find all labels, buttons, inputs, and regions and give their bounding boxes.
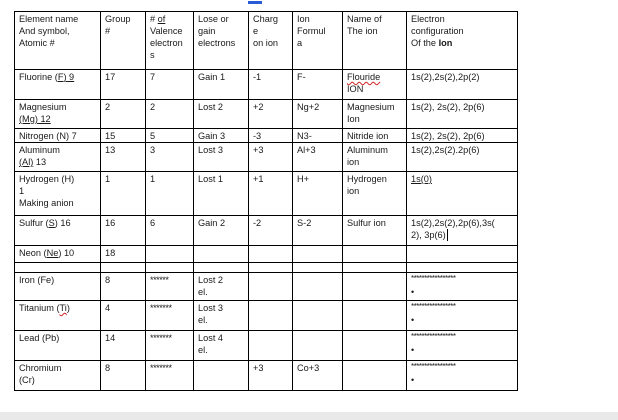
- cell-text: (Al): [19, 157, 34, 167]
- cell-empty: [343, 263, 407, 273]
- ions-table: [14, 11, 518, 391]
- cell-text: el.: [198, 315, 208, 325]
- cell-config: 1s(2),2s(2).2p(6): [407, 143, 518, 172]
- header-text: Electron: [411, 14, 445, 24]
- cell-valence: *******: [146, 331, 194, 361]
- header-charge: [249, 12, 293, 70]
- header-text: [150, 13, 189, 25]
- cell-empty: [146, 246, 194, 263]
- header-text: a: [297, 38, 303, 48]
- cell-element: [15, 246, 101, 263]
- header-text: of: [157, 14, 166, 24]
- cell-change: Gain 2: [194, 216, 249, 246]
- cell-empty: [249, 246, 293, 263]
- cell-element: Lead (Pb): [15, 331, 101, 361]
- cell-text: Magnesium: [347, 102, 395, 112]
- cell-text: Hydrogen: [347, 174, 387, 184]
- cell-ion-name: [343, 143, 407, 172]
- cell-valence: 5: [146, 129, 194, 143]
- cell-charge: +3: [249, 361, 293, 391]
- cell-text: *****************: [411, 332, 456, 341]
- header-text: Atomic #: [19, 38, 55, 48]
- cell-group: 15: [101, 129, 146, 143]
- header-text: [411, 37, 513, 49]
- cell-group: 8: [101, 361, 146, 391]
- cell-text: el.: [198, 287, 208, 297]
- cell-config: [407, 172, 518, 216]
- cell-change: [194, 273, 249, 301]
- table-row: [15, 246, 518, 263]
- cell-formula: Ng+2: [293, 100, 343, 129]
- header-text: #: [150, 14, 158, 24]
- cell-element: [15, 70, 101, 100]
- cell-element: [15, 216, 101, 246]
- header-text: Valence: [150, 26, 183, 36]
- cell-text: Flouride: [347, 72, 381, 82]
- header-text: The ion: [347, 26, 378, 36]
- cell-text: Aluminum: [347, 145, 388, 155]
- cell-group: 8: [101, 273, 146, 301]
- cell-valence: 2: [146, 100, 194, 129]
- cell-empty: [343, 361, 407, 391]
- cell-text: ) 9: [63, 72, 75, 82]
- header-lose-gain: [194, 12, 249, 70]
- cell-text: (Cr): [19, 375, 35, 385]
- cell-text: Sulfur (: [19, 218, 49, 228]
- cell-valence: 6: [146, 216, 194, 246]
- cell-empty: [15, 263, 101, 273]
- cell-formula: Co+3: [293, 361, 343, 391]
- cell-empty: [194, 263, 249, 273]
- horizontal-scrollbar[interactable]: [0, 412, 618, 420]
- cell-config: [407, 273, 518, 301]
- header-element: [15, 12, 101, 70]
- cell-formula: N3-: [293, 129, 343, 143]
- table-row: [15, 331, 518, 361]
- cell-group: 17: [101, 70, 146, 100]
- header-ion-name: [343, 12, 407, 70]
- cell-text: 1s(2), 2s(2), 2p(6): [411, 102, 485, 112]
- header-text: gain: [198, 26, 216, 36]
- table-row: [15, 216, 518, 246]
- cell-valence: 3: [146, 143, 194, 172]
- cell-text: Lost 3: [198, 303, 224, 313]
- bullet-icon: •: [411, 345, 415, 355]
- bullet-icon: •: [411, 287, 415, 297]
- cell-empty: [293, 273, 343, 301]
- cell-empty: [249, 331, 293, 361]
- cell-formula: Al+3: [293, 143, 343, 172]
- cell-text: Ne: [46, 248, 59, 258]
- header-text: #: [105, 26, 111, 36]
- cell-charge: -1: [249, 70, 293, 100]
- header-text: configuration: [411, 26, 464, 36]
- table-row: [15, 129, 518, 143]
- cell-text: 1s(2),2s(2),2p(2): [411, 72, 480, 82]
- header-text: Ion: [297, 14, 310, 24]
- header-text: Group: [105, 14, 131, 24]
- cell-change: Lost 1: [194, 172, 249, 216]
- table-row: [15, 143, 518, 172]
- cell-change: Lost 3: [194, 143, 249, 172]
- header-text: Formul: [297, 26, 326, 36]
- table-row: [15, 70, 518, 100]
- cell-element: [15, 361, 101, 391]
- cell-config: 1s(2), 2s(2), 2p(6): [407, 129, 518, 143]
- cell-config: [407, 100, 518, 129]
- header-text: Ion: [438, 38, 453, 48]
- cell-ion-name: [343, 100, 407, 129]
- cell-text: Titanium (: [19, 303, 60, 313]
- header-text: s: [150, 50, 155, 60]
- cell-config: [407, 70, 518, 100]
- cell-change: Lost 2: [194, 100, 249, 129]
- cell-empty: [101, 263, 146, 273]
- cell-empty: [194, 361, 249, 391]
- cell-text: Magnesium: [19, 102, 67, 112]
- cell-ion-name: Nitride ion: [343, 129, 407, 143]
- cell-empty: [293, 246, 343, 263]
- cell-config: [407, 301, 518, 331]
- cell-formula: H+: [293, 172, 343, 216]
- cell-empty: [343, 273, 407, 301]
- cell-text: S: [48, 218, 55, 228]
- cell-valence: *******: [146, 361, 194, 391]
- cell-text: 1s(0): [411, 174, 432, 184]
- cell-group: 16: [101, 216, 146, 246]
- cell-text: Lost 2: [198, 275, 224, 285]
- cell-valence: *******: [146, 301, 194, 331]
- table-row: [15, 273, 518, 301]
- header-text: Charg: [253, 14, 279, 24]
- header-formula: [293, 12, 343, 70]
- cell-ion-name: [343, 70, 407, 100]
- header-text: electrons: [198, 38, 236, 48]
- cell-group: 4: [101, 301, 146, 331]
- cell-text: Hydrogen (H): [19, 174, 75, 184]
- cell-valence: ******: [146, 273, 194, 301]
- table-row: [15, 361, 518, 391]
- cell-text: *****************: [411, 362, 456, 371]
- cell-text: Aluminum: [19, 145, 60, 155]
- header-valence: [146, 12, 194, 70]
- cell-config: [407, 331, 518, 361]
- cell-charge: +1: [249, 172, 293, 216]
- cell-ion-name: Sulfur ion: [343, 216, 407, 246]
- cell-group: 18: [101, 246, 146, 263]
- cell-text: [19, 156, 96, 168]
- bullet-icon: •: [411, 315, 415, 325]
- cell-empty: [249, 273, 293, 301]
- header-text: Element name: [19, 14, 79, 24]
- cell-text: Neon (: [19, 248, 47, 258]
- cell-charge: +2: [249, 100, 293, 129]
- cell-empty: [343, 331, 407, 361]
- header-text: Name of: [347, 14, 382, 24]
- cell-text: [19, 113, 96, 125]
- cell-config: [407, 361, 518, 391]
- cell-formula: F-: [293, 70, 343, 100]
- cell-group: 14: [101, 331, 146, 361]
- cell-group: 2: [101, 100, 146, 129]
- header-text: e: [253, 26, 259, 36]
- table-row-empty: [15, 263, 518, 273]
- header-text: Lose or: [198, 14, 229, 24]
- cell-text: F: [57, 72, 64, 82]
- cell-text: 2), 3p(6): [411, 230, 446, 240]
- header-row: [15, 12, 518, 70]
- cell-text: Fluorine (: [19, 72, 58, 82]
- cell-text: ) 16: [54, 218, 71, 228]
- cell-text: 1s(2),2s(2),2p(6),3s(: [411, 218, 495, 228]
- header-config: [407, 12, 518, 70]
- cell-valence: 7: [146, 70, 194, 100]
- cell-config[interactable]: [407, 216, 518, 246]
- cell-ion-name: [343, 172, 407, 216]
- cell-element: Nitrogen (N) 7: [15, 129, 101, 143]
- cell-empty: [407, 263, 518, 273]
- cell-empty: [249, 263, 293, 273]
- cell-element: [15, 143, 101, 172]
- cell-formula: S-2: [293, 216, 343, 246]
- table-row: [15, 301, 518, 331]
- cell-element: [15, 172, 101, 216]
- cell-change: Gain 3: [194, 129, 249, 143]
- cell-empty: [146, 263, 194, 273]
- cell-charge: +3: [249, 143, 293, 172]
- header-text: electron: [150, 38, 183, 48]
- header-group: [101, 12, 146, 70]
- header-text: Of the: [411, 38, 439, 48]
- cell-charge: -2: [249, 216, 293, 246]
- cell-change: [194, 301, 249, 331]
- cell-text: 12: [37, 114, 51, 124]
- anion-label: Making anion: [19, 198, 74, 208]
- cell-charge: -3: [249, 129, 293, 143]
- cell-text: ): [66, 303, 70, 313]
- cell-text: 13: [33, 157, 47, 167]
- cell-empty: [194, 246, 249, 263]
- cell-group: 13: [101, 143, 146, 172]
- cell-element: [15, 100, 101, 129]
- cell-empty: [343, 246, 407, 263]
- top-ruler-strip: [0, 0, 618, 10]
- cell-empty: [249, 301, 293, 331]
- cell-text: ion: [347, 157, 360, 167]
- cell-change: [194, 331, 249, 361]
- cell-group: 1: [101, 172, 146, 216]
- cell-text: *****************: [411, 302, 456, 311]
- cell-empty: [343, 301, 407, 331]
- cell-element: [15, 301, 101, 331]
- bullet-icon: •: [411, 375, 415, 385]
- header-text: And symbol,: [19, 26, 70, 36]
- header-text: on ion: [253, 38, 279, 48]
- cell-text: Ion: [347, 114, 360, 124]
- cell-element: Iron (Fe): [15, 273, 101, 301]
- cell-text: *****************: [411, 274, 456, 283]
- cell-text: Ti: [59, 303, 67, 313]
- cell-text: ion: [347, 186, 360, 196]
- cell-empty: [293, 331, 343, 361]
- cell-text: Chromium: [19, 363, 62, 373]
- cursor-marker: [248, 1, 262, 4]
- table-row: [15, 100, 518, 129]
- cell-text: 1: [19, 186, 25, 196]
- cell-change: Gain 1: [194, 70, 249, 100]
- cell-valence: 1: [146, 172, 194, 216]
- cell-text: el.: [198, 345, 208, 355]
- cell-empty: [293, 301, 343, 331]
- cell-empty: [293, 263, 343, 273]
- cell-text: Lost 4: [198, 333, 224, 343]
- cell-text: ION: [347, 84, 364, 94]
- cell-empty: [407, 246, 518, 263]
- table-row: [15, 172, 518, 216]
- cell-text: ) 10: [58, 248, 75, 258]
- cell-text: (Mg): [19, 114, 38, 124]
